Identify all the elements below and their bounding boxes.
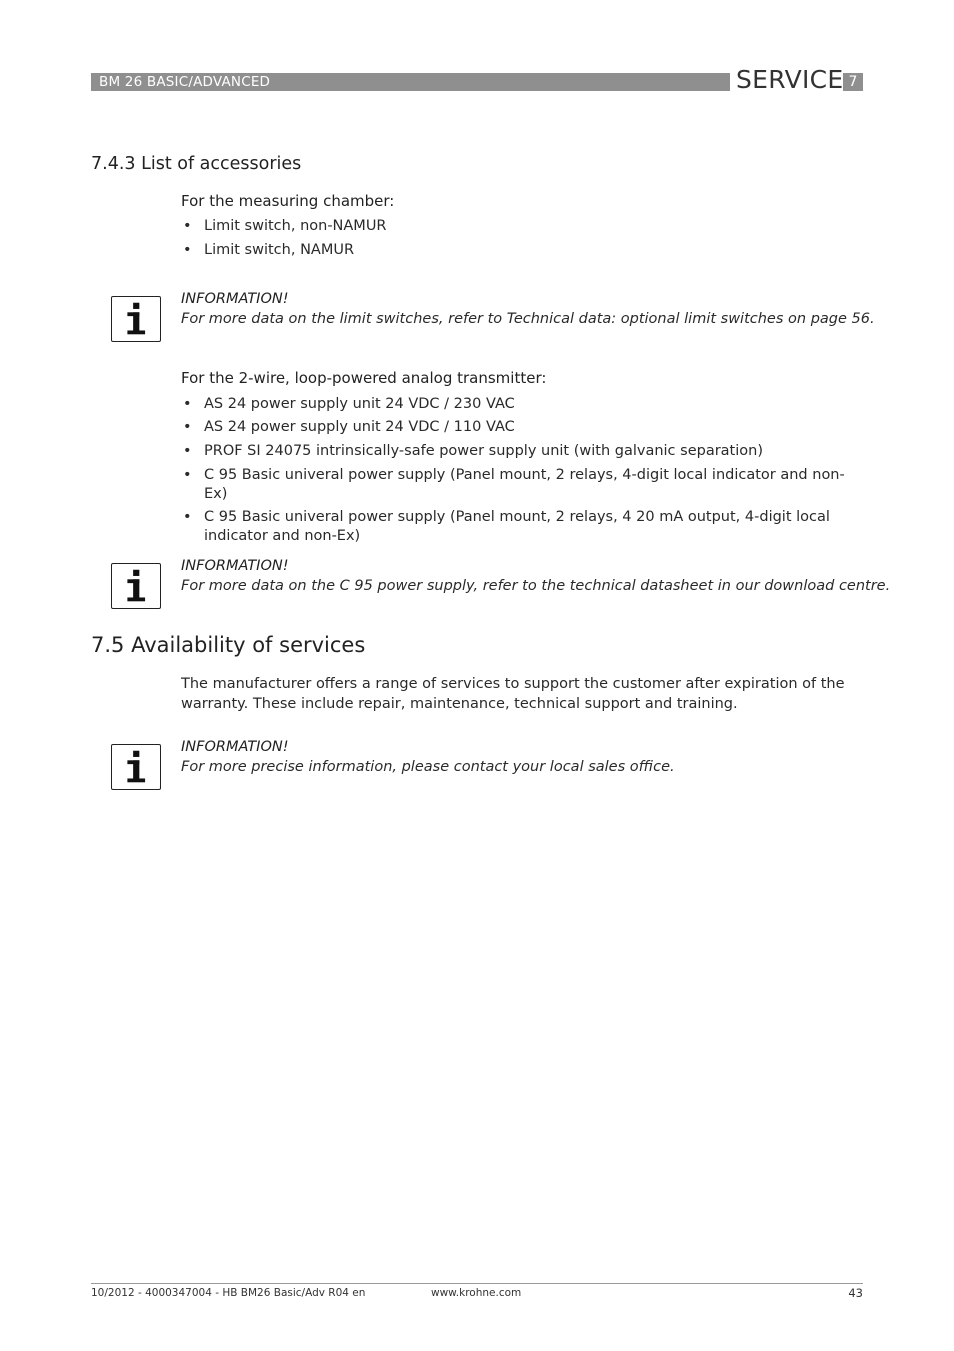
list-item: • C 95 Basic univeral power supply (Panel mount, 2 relays, 4 20 mA output, 4-digit local indicator and non-Ex) <box>181 508 861 546</box>
section-heading-7-4-3: 7.4.3 List of accessories <box>91 154 302 174</box>
info-title: INFORMATION! <box>181 291 289 307</box>
services-paragraph: The manufacturer offers a range of services to support the customer after expiration of the warranty. These include repair, maintenance, technical support and training. <box>181 676 845 712</box>
transmitter-subheading: For the 2-wire, loop-powered analog transmitter: <box>181 369 547 387</box>
footer-divider <box>91 1283 863 1284</box>
info-text: For more data on the C 95 power supply, refer to the technical datasheet in our download centre. <box>181 578 891 594</box>
chapter-badge: 7 <box>843 73 863 91</box>
list-item: • C 95 Basic univeral power supply (Panel mount, 2 relays, 4-digit local indicator and non-Ex) <box>181 466 861 504</box>
information-icon <box>111 563 161 609</box>
info-text: For more data on the limit switches, refer to Technical data: optional limit switches on page 56. <box>181 311 875 327</box>
list-item: • Limit switch, non-NAMUR <box>181 217 387 236</box>
chamber-subheading: For the measuring chamber: <box>181 192 395 210</box>
information-icon <box>111 744 161 790</box>
list-item: • AS 24 power supply unit 24 VDC / 230 VAC <box>181 395 861 414</box>
info-title: INFORMATION! <box>181 558 289 574</box>
transmitter-accessory-list <box>181 395 861 546</box>
header-doc-name: BM 26 BASIC/ADVANCED <box>99 74 271 90</box>
footer-website-link[interactable]: www.krohne.com <box>431 1287 522 1299</box>
info-title: INFORMATION! <box>181 739 289 755</box>
footer-doc-ref: 10/2012 - 4000347004 - HB BM26 Basic/Adv R04 en <box>91 1287 366 1299</box>
list-item: • Limit switch, NAMUR <box>181 241 387 260</box>
page-number: 43 <box>848 1286 863 1300</box>
chamber-accessory-list <box>181 217 387 260</box>
list-item: • AS 24 power supply unit 24 VDC / 110 VAC <box>181 418 861 437</box>
list-item: • PROF SI 24075 intrinsically-safe power supply unit (with galvanic separation) <box>181 442 861 461</box>
section-heading-7-5: 7.5 Availability of services <box>91 633 366 657</box>
header-section-title: SERVICE <box>736 65 844 94</box>
information-icon <box>111 296 161 342</box>
info-text: For more precise information, please contact your local sales office. <box>181 759 675 775</box>
